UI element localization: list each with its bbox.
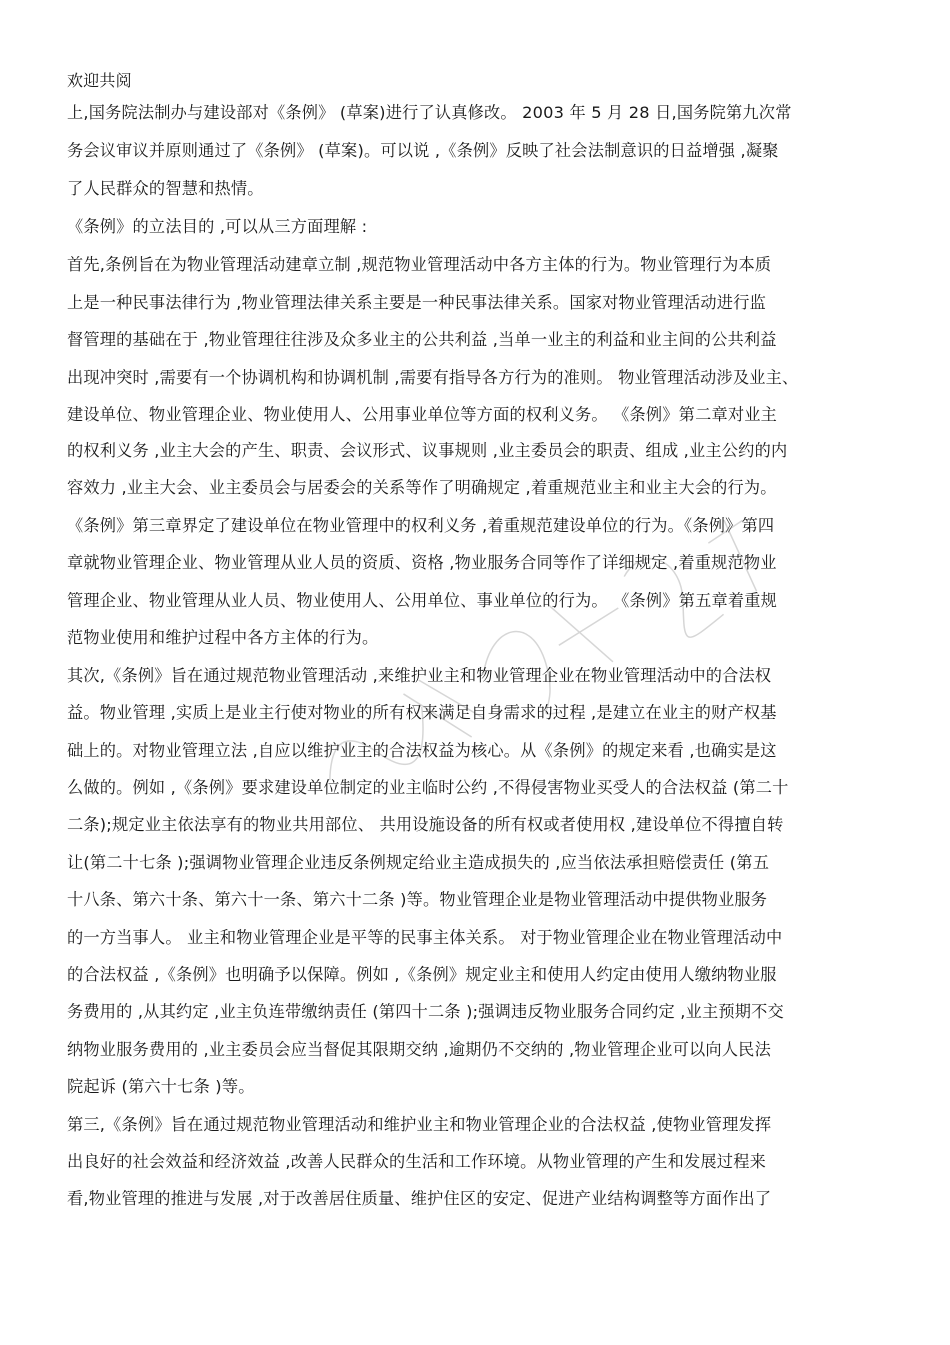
text-line: 《条例》的立法目的 ,可以从三方面理解 : bbox=[67, 217, 368, 236]
text-line: 务会议审议并原则通过了《条例》 (草案)。可以说 ,《条例》反映了社会法制意识的日益增强 ,凝聚 bbox=[67, 141, 779, 160]
text-line: 章就物业管理企业、物业管理从业人员的资质、资格 ,物业服务合同等作了详细规定 ,着重规范物业 bbox=[67, 553, 777, 572]
text-line: 《条例》第三章界定了建设单位在物业管理中的权利义务 ,着重规范建设单位的行为。《条例》第四 bbox=[67, 516, 775, 535]
text-line: 范物业使用和维护过程中各方主体的行为。 bbox=[67, 628, 379, 647]
text-line: 么做的。例如 ,《条例》要求建设单位制定的业主临时公约 ,不得侵害物业买受人的合法权益 (第二十 bbox=[67, 778, 789, 797]
text-line: 二条);规定业主依法享有的物业共用部位、 共用设施设备的所有权或者使用权 ,建设单位不得擅自转 bbox=[67, 815, 784, 834]
text-line: 让(第二十七条 );强调物业管理企业违反条例规定给业主造成损失的 ,应当依法承担赔偿责任 (第五 bbox=[67, 853, 770, 872]
text-line: 上是一种民事法律行为 ,物业管理法律关系主要是一种民事法律关系。国家对物业管理活动进行监 bbox=[67, 293, 766, 312]
text-line: 督管理的基础在于 ,物业管理往往涉及众多业主的公共利益 ,当单一业主的利益和业主间的公共利益 bbox=[67, 330, 777, 349]
text-line: 了人民群众的智慧和热情。 bbox=[67, 179, 264, 198]
page-header: 欢迎共阅 bbox=[67, 71, 132, 90]
text-line: 出良好的社会效益和经济效益 ,改善人民群众的生活和工作环境。从物业管理的产生和发展过程来 bbox=[67, 1152, 766, 1171]
text-line: 首先,条例旨在为物业管理活动建章立制 ,规范物业管理活动中各方主体的行为。物业管理行为本质 bbox=[67, 255, 772, 274]
text-line: 管理企业、物业管理从业人员、物业使用人、公用单位、事业单位的行为。 《条例》第五章着重规 bbox=[67, 591, 778, 610]
text-line: 础上的。对物业管理立法 ,自应以维护业主的合法权益为核心。从《条例》的规定来看 ,也确实是这 bbox=[67, 741, 777, 760]
text-line: 的一方当事人。 业主和物业管理企业是平等的民事主体关系。 对于物业管理企业在物业管理活动中 bbox=[67, 928, 783, 947]
text-line: 第三,《条例》旨在通过规范物业管理活动和维护业主和物业管理企业的合法权益 ,使物业管理发挥 bbox=[67, 1115, 772, 1134]
text-line: 的权利义务 ,业主大会的产生、职责、会议形式、议事规则 ,业主委员会的职责、组成 ,业主公约的内 bbox=[67, 441, 788, 460]
text-line: 院起诉 (第六十七条 )等。 bbox=[67, 1077, 255, 1096]
text-line: 纳物业服务费用的 ,业主委员会应当督促其限期交纳 ,逾期仍不交纳的 ,物业管理企业可以向人民法 bbox=[67, 1040, 771, 1059]
text-line: 务费用的 ,从其约定 ,业主负连带缴纳责任 (第四十二条 );强调违反物业服务合同约定 ,业主预期不交 bbox=[67, 1002, 784, 1021]
text-line: 建设单位、物业管理企业、物业使用人、公用事业单位等方面的权利义务。 《条例》第二章对业主 bbox=[67, 405, 778, 424]
text-line: 容效力 ,业主大会、业主委员会与居委会的关系等作了明确规定 ,着重规范业主和业主大会的行为。 bbox=[67, 478, 777, 497]
text-line: 十八条、第六十条、第六十一条、第六十二条 )等。物业管理企业是物业管理活动中提供物业服务 bbox=[67, 890, 768, 909]
text-line: 上,国务院法制办与建设部对《条例》 (草案)进行了认真修改。 2003 年 5 月 28 日,国务院第九次常 bbox=[67, 103, 792, 122]
text-line: 益。物业管理 ,实质上是业主行使对物业的所有权来满足自身需求的过程 ,是建立在业主的财产权基 bbox=[67, 703, 777, 722]
text-line: 出现冲突时 ,需要有一个协调机构和协调机制 ,需要有指导各方行为的准则。 物业管理活动涉及业主、 bbox=[67, 368, 799, 387]
text-line: 看,物业管理的推进与发展 ,对于改善居住质量、维护住区的安定、促进产业结构调整等方面作出了 bbox=[67, 1189, 772, 1208]
text-line: 的合法权益 ,《条例》也明确予以保障。例如 ,《条例》规定业主和使用人约定由使用人缴纳物业服 bbox=[67, 965, 777, 984]
text-line: 其次,《条例》旨在通过规范物业管理活动 ,来维护业主和物业管理企业在物业管理活动中的合法权 bbox=[67, 666, 772, 685]
